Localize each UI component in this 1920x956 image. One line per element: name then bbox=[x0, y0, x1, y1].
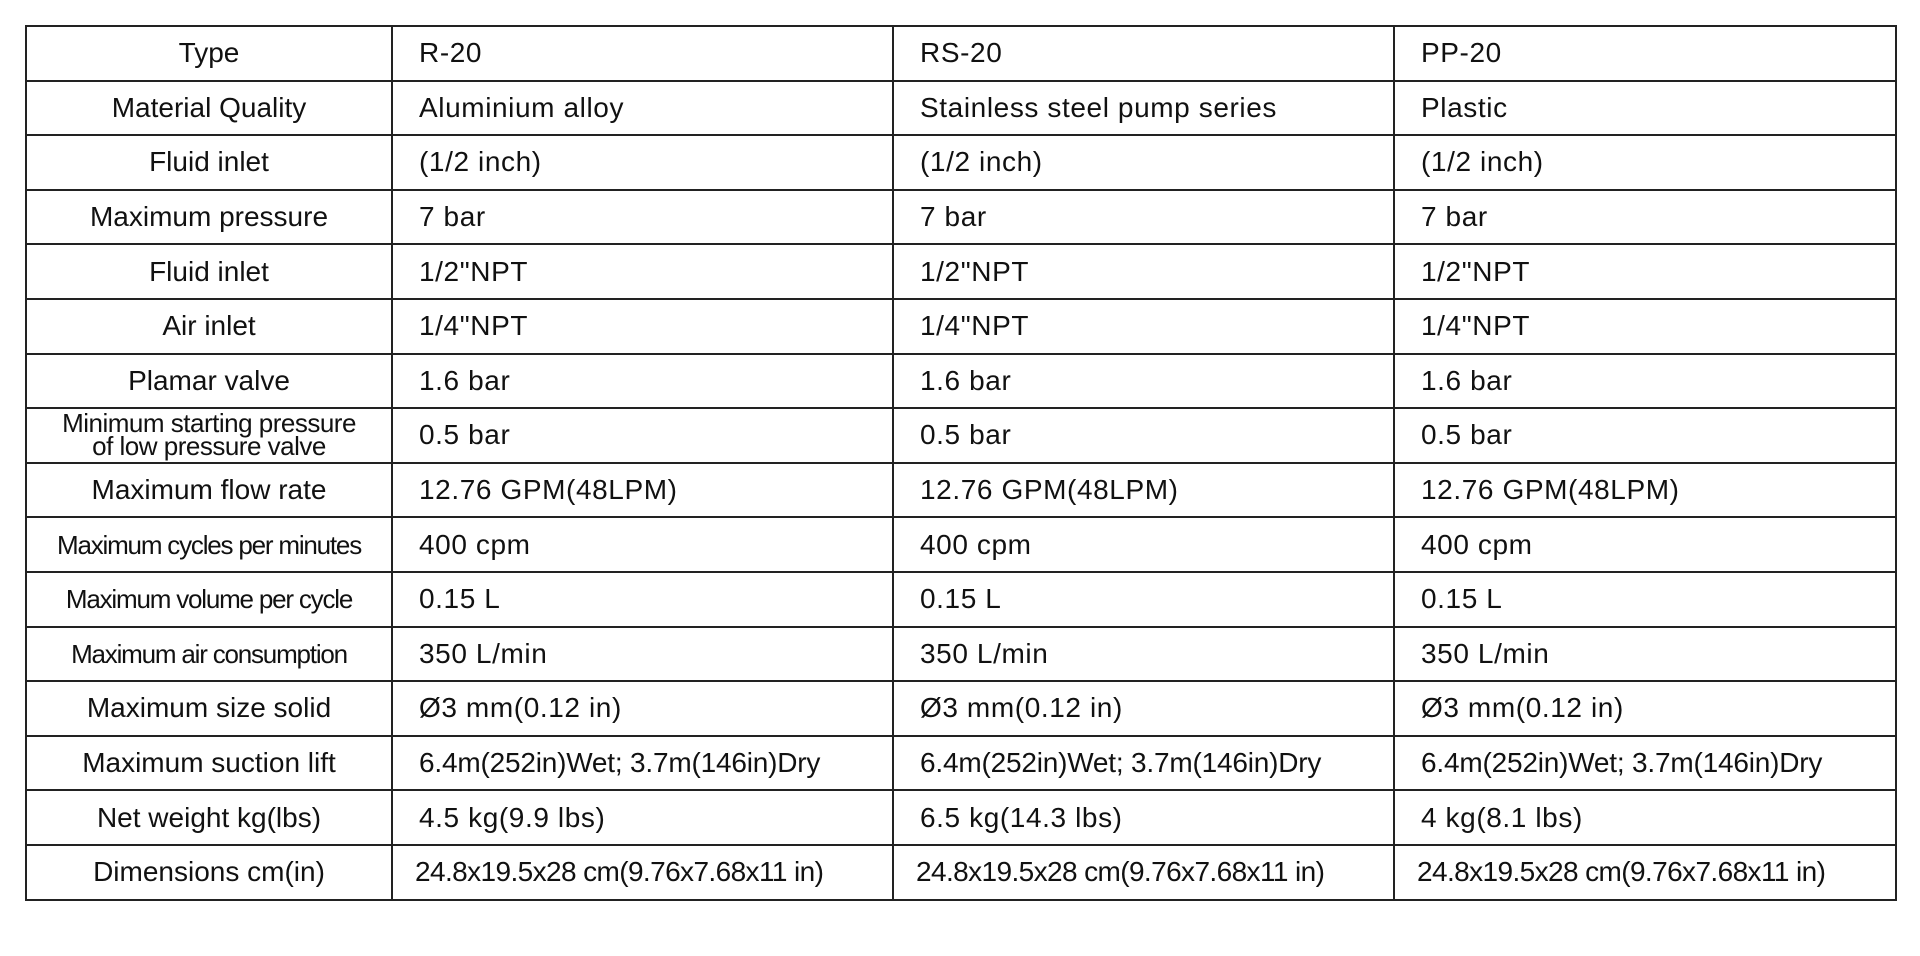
table-row bbox=[26, 135, 1896, 190]
row-label-line: of low pressure valve bbox=[92, 431, 326, 462]
table-cell: 7 bar bbox=[392, 190, 893, 245]
table-cell: 1/4"NPT bbox=[893, 299, 1394, 354]
table-cell: 1/2"NPT bbox=[1394, 244, 1896, 299]
row-label: Maximum flow rate bbox=[26, 463, 392, 518]
table-row bbox=[26, 681, 1896, 736]
table-cell: (1/2 inch) bbox=[893, 135, 1394, 190]
row-label: Maximum air consumption bbox=[26, 627, 392, 682]
table-cell: 400 cpm bbox=[1394, 517, 1896, 572]
table-cell: (1/2 inch) bbox=[1394, 135, 1896, 190]
table-cell: 1/4"NPT bbox=[392, 299, 893, 354]
table-cell: 1/4"NPT bbox=[1394, 299, 1896, 354]
row-label: Fluid inlet bbox=[26, 244, 392, 299]
table-row bbox=[26, 244, 1896, 299]
table-cell: 400 cpm bbox=[893, 517, 1394, 572]
table-row bbox=[26, 572, 1896, 627]
table-cell: Ø3 mm(0.12 in) bbox=[392, 681, 893, 736]
table-row bbox=[26, 408, 1896, 463]
row-label: Maximum cycles per minutes bbox=[26, 517, 392, 572]
row-label: Type bbox=[26, 26, 392, 81]
row-label: Net weight kg(lbs) bbox=[26, 790, 392, 845]
table-cell: 400 cpm bbox=[392, 517, 893, 572]
spec-table bbox=[25, 25, 1897, 901]
table-cell: 4 kg(8.1 lbs) bbox=[1394, 790, 1896, 845]
table-cell: 24.8x19.5x28 cm(9.76x7.68x11 in) bbox=[392, 845, 893, 900]
table-cell: 1/2"NPT bbox=[893, 244, 1394, 299]
table-cell: 12.76 GPM(48LPM) bbox=[1394, 463, 1896, 518]
table-cell: 4.5 kg(9.9 lbs) bbox=[392, 790, 893, 845]
model-header: RS-20 bbox=[893, 26, 1394, 81]
table-cell: 0.15 L bbox=[392, 572, 893, 627]
table-cell: 6.5 kg(14.3 lbs) bbox=[893, 790, 1394, 845]
table-cell: 1.6 bar bbox=[1394, 354, 1896, 409]
row-label: Dimensions cm(in) bbox=[26, 845, 392, 900]
table-cell: 350 L/min bbox=[893, 627, 1394, 682]
row-label: Air inlet bbox=[26, 299, 392, 354]
table-cell: Ø3 mm(0.12 in) bbox=[893, 681, 1394, 736]
table-cell: Stainless steel pump series bbox=[893, 81, 1394, 136]
row-label: Maximum suction lift bbox=[26, 736, 392, 791]
table-row bbox=[26, 790, 1896, 845]
table-row bbox=[26, 736, 1896, 791]
table-cell: Plastic bbox=[1394, 81, 1896, 136]
row-label bbox=[26, 408, 392, 463]
table-cell: 1.6 bar bbox=[392, 354, 893, 409]
model-header: R-20 bbox=[392, 26, 893, 81]
row-label: Maximum pressure bbox=[26, 190, 392, 245]
table-cell: 24.8x19.5x28 cm(9.76x7.68x11 in) bbox=[893, 845, 1394, 900]
table-row bbox=[26, 627, 1896, 682]
row-label: Maximum volume per cycle bbox=[26, 572, 392, 627]
row-label: Fluid inlet bbox=[26, 135, 392, 190]
table-row bbox=[26, 299, 1896, 354]
table-row bbox=[26, 190, 1896, 245]
row-label: Plamar valve bbox=[26, 354, 392, 409]
table-cell: 24.8x19.5x28 cm(9.76x7.68x11 in) bbox=[1394, 845, 1896, 900]
table-cell: 7 bar bbox=[893, 190, 1394, 245]
table-row bbox=[26, 354, 1896, 409]
table-cell: 6.4m(252in)Wet; 3.7m(146in)Dry bbox=[392, 736, 893, 791]
table-row bbox=[26, 81, 1896, 136]
table-cell: 0.15 L bbox=[893, 572, 1394, 627]
table-row bbox=[26, 517, 1896, 572]
table-row bbox=[26, 845, 1896, 900]
table-cell: 350 L/min bbox=[1394, 627, 1896, 682]
table-cell: 0.5 bar bbox=[392, 408, 893, 463]
table-cell: 0.5 bar bbox=[1394, 408, 1896, 463]
table-row bbox=[26, 463, 1896, 518]
model-header: PP-20 bbox=[1394, 26, 1896, 81]
table-cell: 1.6 bar bbox=[893, 354, 1394, 409]
table-cell: 350 L/min bbox=[392, 627, 893, 682]
row-label-line: Minimum starting pressure bbox=[62, 408, 356, 438]
table-cell: 1/2"NPT bbox=[392, 244, 893, 299]
table-cell: 7 bar bbox=[1394, 190, 1896, 245]
table-row-type bbox=[26, 26, 1896, 81]
table-cell: Ø3 mm(0.12 in) bbox=[1394, 681, 1896, 736]
table-cell: 12.76 GPM(48LPM) bbox=[392, 463, 893, 518]
table-cell: 0.15 L bbox=[1394, 572, 1896, 627]
table-cell: 6.4m(252in)Wet; 3.7m(146in)Dry bbox=[1394, 736, 1896, 791]
row-label: Material Quality bbox=[26, 81, 392, 136]
table-cell: 0.5 bar bbox=[893, 408, 1394, 463]
table-cell: Aluminium alloy bbox=[392, 81, 893, 136]
table-cell: 6.4m(252in)Wet; 3.7m(146in)Dry bbox=[893, 736, 1394, 791]
table-cell: 12.76 GPM(48LPM) bbox=[893, 463, 1394, 518]
table-cell: (1/2 inch) bbox=[392, 135, 893, 190]
row-label: Maximum size solid bbox=[26, 681, 392, 736]
